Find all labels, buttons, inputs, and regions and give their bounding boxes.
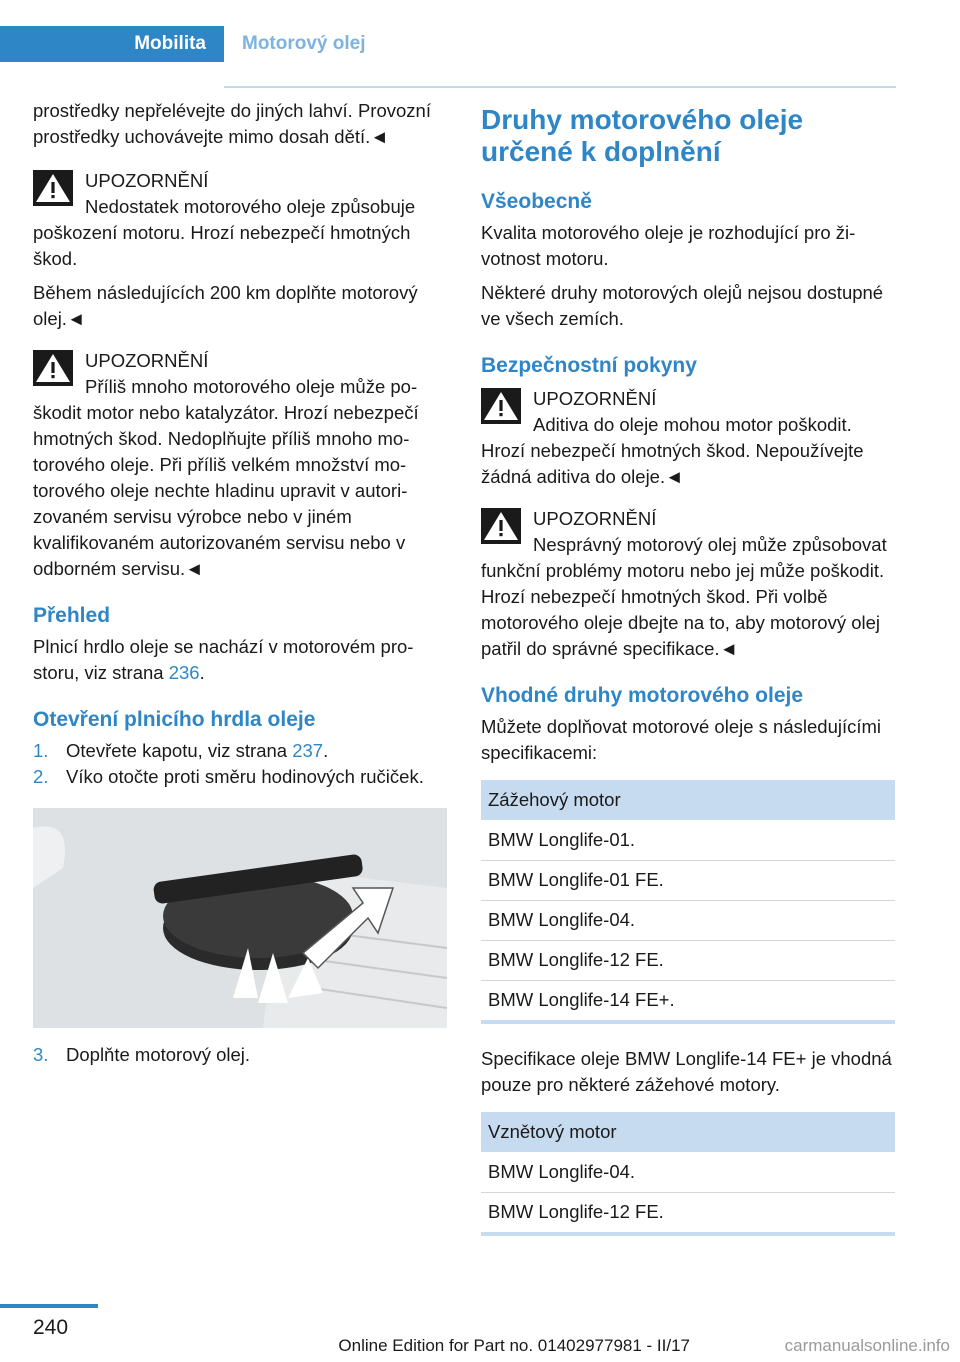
intro-text: prostředky nepřelévejte do jiných lahví. Provozní prostředky uchovávejte mimo dosah dětí.◄	[33, 100, 431, 147]
heading-general: Všeobecně	[481, 190, 592, 213]
warning-text: Aditiva do oleje mohou motor poškodit. Hrozí nebezpečí hmotných škod. Nepoužívejte žádná aditiva do oleje.◄	[481, 414, 864, 487]
page-header	[0, 26, 896, 62]
right-column	[481, 98, 895, 1258]
warning-triangle-icon	[481, 388, 521, 424]
heading-safety: Bezpečnostní pokyny	[481, 354, 697, 377]
table-row: BMW Longlife-04.	[481, 900, 895, 940]
spec-note: Specifikace oleje BMW Longlife-14 FE+ je vhodná pouze pro některé zážehové motory.	[481, 1048, 892, 1095]
warning-triangle-icon	[481, 508, 521, 544]
table-header-row	[481, 780, 895, 820]
table-header: Vznětový motor	[488, 1121, 617, 1142]
page-link-236[interactable]: 236	[168, 662, 200, 683]
tab-chapter[interactable]: Motorový olej	[242, 33, 366, 54]
footer-accent-line	[0, 1304, 98, 1308]
table-row: BMW Longlife-14 FE+.	[488, 989, 675, 1011]
table-header: Zážehový motor	[488, 789, 621, 810]
warning-extra: Během následujících 200 km doplňte motorový olej.◄	[33, 282, 418, 329]
heading-overview: Přehled	[33, 604, 111, 627]
steps-list-cont	[33, 1042, 447, 1068]
warning-triangle-icon	[33, 350, 73, 386]
list-item: 3. Doplňte motorový olej.	[33, 1044, 251, 1065]
table-bottom-rule	[481, 1232, 895, 1236]
heading-suitable: Vhodné druhy motorového oleje	[481, 684, 804, 707]
header-divider	[224, 86, 896, 88]
page-number: 240	[33, 1316, 69, 1339]
steps-list	[33, 738, 447, 790]
heading-opening: Otevření plnicího hrdla oleje	[33, 708, 316, 731]
warning-title: UPOZORNĚNÍ	[85, 170, 209, 191]
oil-cap-illustration	[33, 808, 447, 1028]
table-row: BMW Longlife-12 FE.	[488, 1201, 664, 1223]
warning-block-3	[481, 384, 895, 490]
watermark: carmanualsonline.info	[784, 1336, 950, 1355]
warning-text: Nedostatek motorového oleje způsobuje poškození motoru. Hrozí nebezpečí hmotných škod.	[33, 196, 416, 269]
warning-title: UPOZORNĚNÍ	[85, 350, 209, 371]
left-column	[33, 98, 447, 1068]
warning-title: UPOZORNĚNÍ	[533, 508, 657, 529]
warning-block-2	[33, 346, 447, 582]
warning-text: Příliš mnoho motorového oleje může poškodit motor nebo katalyzátor. Hrozí nebezpečí hmotných škod. Nedoplňujte příliš mnoho motorového oleje. Při příliš velkém množství motorového oleje nechte hladinu upravit v autorizovaném servisu výrobce nebo v jiném kvalifikovaném autorizovaném servisu nebo v odborném servisu.◄	[33, 376, 419, 579]
diesel-spec-table	[481, 1112, 895, 1236]
general-p1: Kvalita motorového oleje je rozhodující pro životnost motoru.	[481, 222, 856, 269]
suitable-text: Můžete doplňovat motorové oleje s následujícími specifikacemi:	[481, 716, 882, 763]
warning-block-1	[33, 166, 447, 332]
overview-text: Plnicí hrdlo oleje se nachází v motorovém prostoru, viz strana 236.	[33, 636, 414, 683]
table-bottom-rule	[481, 1020, 895, 1024]
tab-section[interactable]: Mobilita	[0, 26, 224, 62]
warning-title: UPOZORNĚNÍ	[533, 388, 657, 409]
edition-text: Online Edition for Part no. 01402977981 - II/17	[338, 1336, 690, 1355]
warning-block-4	[481, 504, 895, 662]
warning-text: Nesprávný motorový olej může způsobovat funkční problémy motoru nebo jej může poškodit. Hrozí nebezpečí hmotných škod. Při volbě motorového oleje dbejte na to, aby motorový olej patřil do správné specifikace.◄	[481, 534, 887, 659]
section-title: Druhy motorového oleje určené k doplnění	[481, 104, 804, 167]
general-p2: Některé druhy motorových olejů nejsou dostupné ve všech zemích.	[481, 282, 884, 329]
list-item: 2. Víko otočte proti směru hodinových ručiček.	[33, 766, 424, 787]
table-row: BMW Longlife-01.	[481, 820, 895, 860]
table-row: BMW Longlife-01 FE.	[481, 860, 895, 900]
table-row: BMW Longlife-04.	[481, 1152, 895, 1192]
table-header-row	[481, 1112, 895, 1152]
petrol-spec-table	[481, 780, 895, 1024]
page-link-237[interactable]: 237	[292, 740, 324, 761]
warning-triangle-icon	[33, 170, 73, 206]
list-item: 1. Otevřete kapotu, viz strana 237.	[33, 740, 329, 761]
table-row: BMW Longlife-12 FE.	[481, 940, 895, 980]
